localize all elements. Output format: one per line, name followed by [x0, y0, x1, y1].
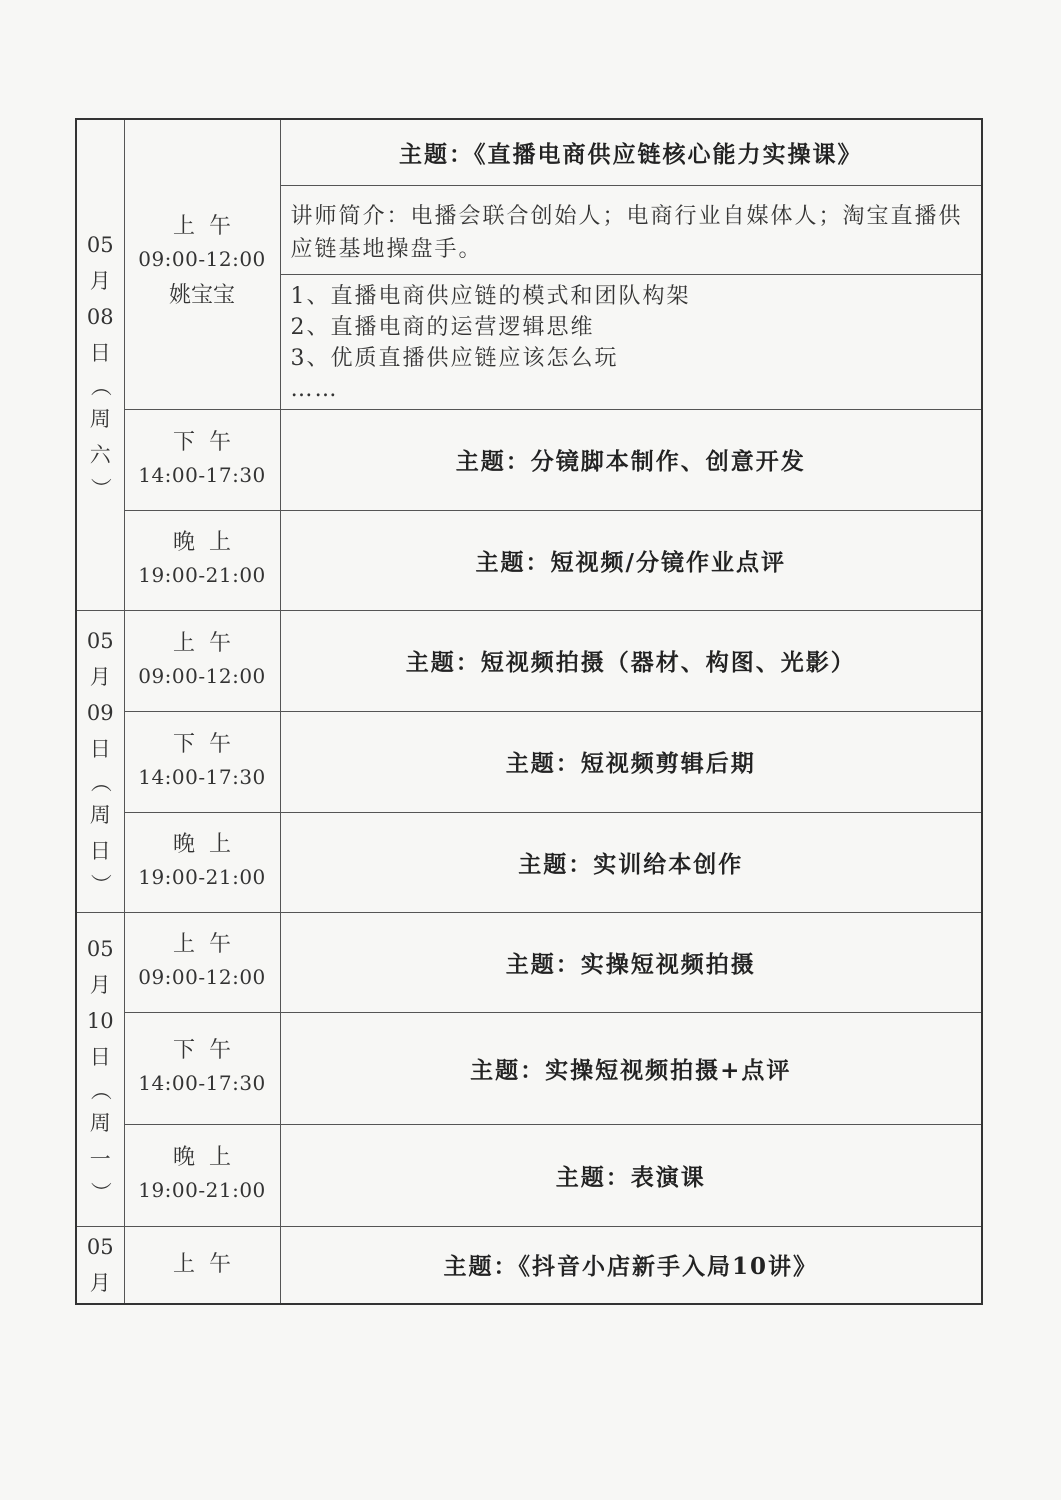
slot-time: 14:00-17:30: [138, 1071, 266, 1095]
date-char: 月: [89, 1270, 111, 1295]
table-row: [76, 409, 982, 510]
slot-period: 晚上: [172, 832, 245, 857]
date-char: 周: [89, 803, 111, 827]
date-char: 周: [89, 406, 111, 431]
outline-item: 3、优质直播供应链应该怎么玩: [290, 345, 619, 371]
table-row: [76, 1012, 982, 1124]
topic-cell: 主题：实操短视频拍摄+点评: [280, 1012, 982, 1124]
slot-cell: [124, 1226, 280, 1304]
topic-cell: 主题：《直播电商供应链核心能力实操课》: [280, 119, 982, 185]
table-row: [76, 610, 982, 711]
slot-cell: [124, 610, 280, 711]
slot-period: 下午: [172, 731, 245, 757]
slot-cell-day1-morning: [124, 119, 280, 409]
date-char: 08: [86, 304, 114, 329]
topic-cell: 主题：实训给本创作: [280, 812, 982, 912]
topic-cell: 主题：实操短视频拍摄: [280, 912, 982, 1012]
slot-cell: [124, 711, 280, 812]
teacher-intro: 讲师简介：电播会联合创始人；电商行业自媒体人；淘宝直播供应链基地操盘手。: [280, 185, 982, 274]
topic-cell: 主题：短视频剪辑后期: [280, 711, 982, 812]
course-outline: [280, 274, 982, 409]
table-row: [76, 119, 982, 185]
table-row: [76, 1124, 982, 1226]
date-char: ）: [88, 1181, 113, 1203]
slot-time: 19:00-21:00: [138, 865, 266, 889]
date-char: 05: [86, 937, 114, 961]
date-char: （: [88, 771, 113, 793]
topic-cell: 主题：表演课: [280, 1124, 982, 1226]
date-char: 月: [89, 665, 111, 689]
table-row: [76, 812, 982, 912]
outline-item: ……: [290, 376, 339, 402]
date-char: ）: [88, 477, 113, 499]
slot-period: 上午: [172, 932, 245, 957]
slot-period: 上午: [172, 1251, 245, 1277]
date-char: 日: [89, 839, 111, 863]
date-char: 日: [89, 1045, 111, 1069]
topic-cell: 主题：短视频/分镜作业点评: [280, 510, 982, 610]
date-char: 05: [86, 629, 114, 653]
slot-time: 09:00-12:00: [138, 247, 266, 272]
date-char: 周: [89, 1111, 111, 1135]
slot-cell: [124, 1124, 280, 1226]
date-cell-day2: [76, 610, 124, 912]
table-row: [76, 1226, 982, 1304]
slot-time: 09:00-12:00: [138, 965, 266, 989]
outline-item: 2、直播电商的运营逻辑思维: [290, 314, 595, 340]
date-char: ）: [88, 873, 113, 895]
slot-period: 晚上: [172, 530, 245, 555]
date-char: （: [88, 375, 113, 397]
slot-teacher: 姚宝宝: [168, 283, 235, 309]
topic-cell: 主题：分镜脚本制作、创意开发: [280, 409, 982, 510]
slot-period: 上午: [172, 214, 245, 240]
date-char: 月: [89, 973, 111, 997]
outline-item: 1、直播电商供应链的模式和团队构架: [290, 283, 691, 309]
table-row: [76, 510, 982, 610]
date-char: 日: [89, 737, 111, 761]
slot-cell: [124, 1012, 280, 1124]
slot-period: 上午: [172, 630, 245, 656]
date-cell-day1: [76, 119, 124, 610]
date-cell-day4: [76, 1226, 124, 1304]
slot-period: 晚上: [172, 1145, 245, 1170]
slot-time: 09:00-12:00: [138, 663, 266, 688]
table-row: [76, 711, 982, 812]
slot-time: 14:00-17:30: [138, 764, 266, 789]
date-char: 10: [86, 1009, 114, 1033]
slot-cell: [124, 812, 280, 912]
slot-cell: [124, 510, 280, 610]
slot-period: 下午: [172, 429, 245, 455]
date-cell-day3: [76, 912, 124, 1226]
slot-time: 19:00-21:00: [138, 1178, 266, 1202]
slot-period: 下午: [172, 1038, 245, 1063]
topic-cell: 主题：短视频拍摄（器材、构图、光影）: [280, 610, 982, 711]
date-char: 05: [86, 232, 114, 257]
slot-cell: [124, 409, 280, 510]
slot-time: 19:00-21:00: [138, 563, 266, 587]
date-char: 六: [89, 442, 111, 467]
date-char: 09: [86, 701, 114, 725]
date-char: 日: [89, 340, 111, 365]
topic-cell: 主题：《抖音小店新手入局10讲》: [280, 1226, 982, 1304]
date-char: 月: [89, 268, 111, 293]
schedule-table: [75, 118, 983, 1305]
date-char: 一: [89, 1147, 111, 1171]
table-row: [76, 912, 982, 1012]
date-char: 05: [86, 1234, 114, 1259]
date-char: （: [88, 1079, 113, 1101]
slot-time: 14:00-17:30: [138, 462, 266, 487]
slot-cell: [124, 912, 280, 1012]
